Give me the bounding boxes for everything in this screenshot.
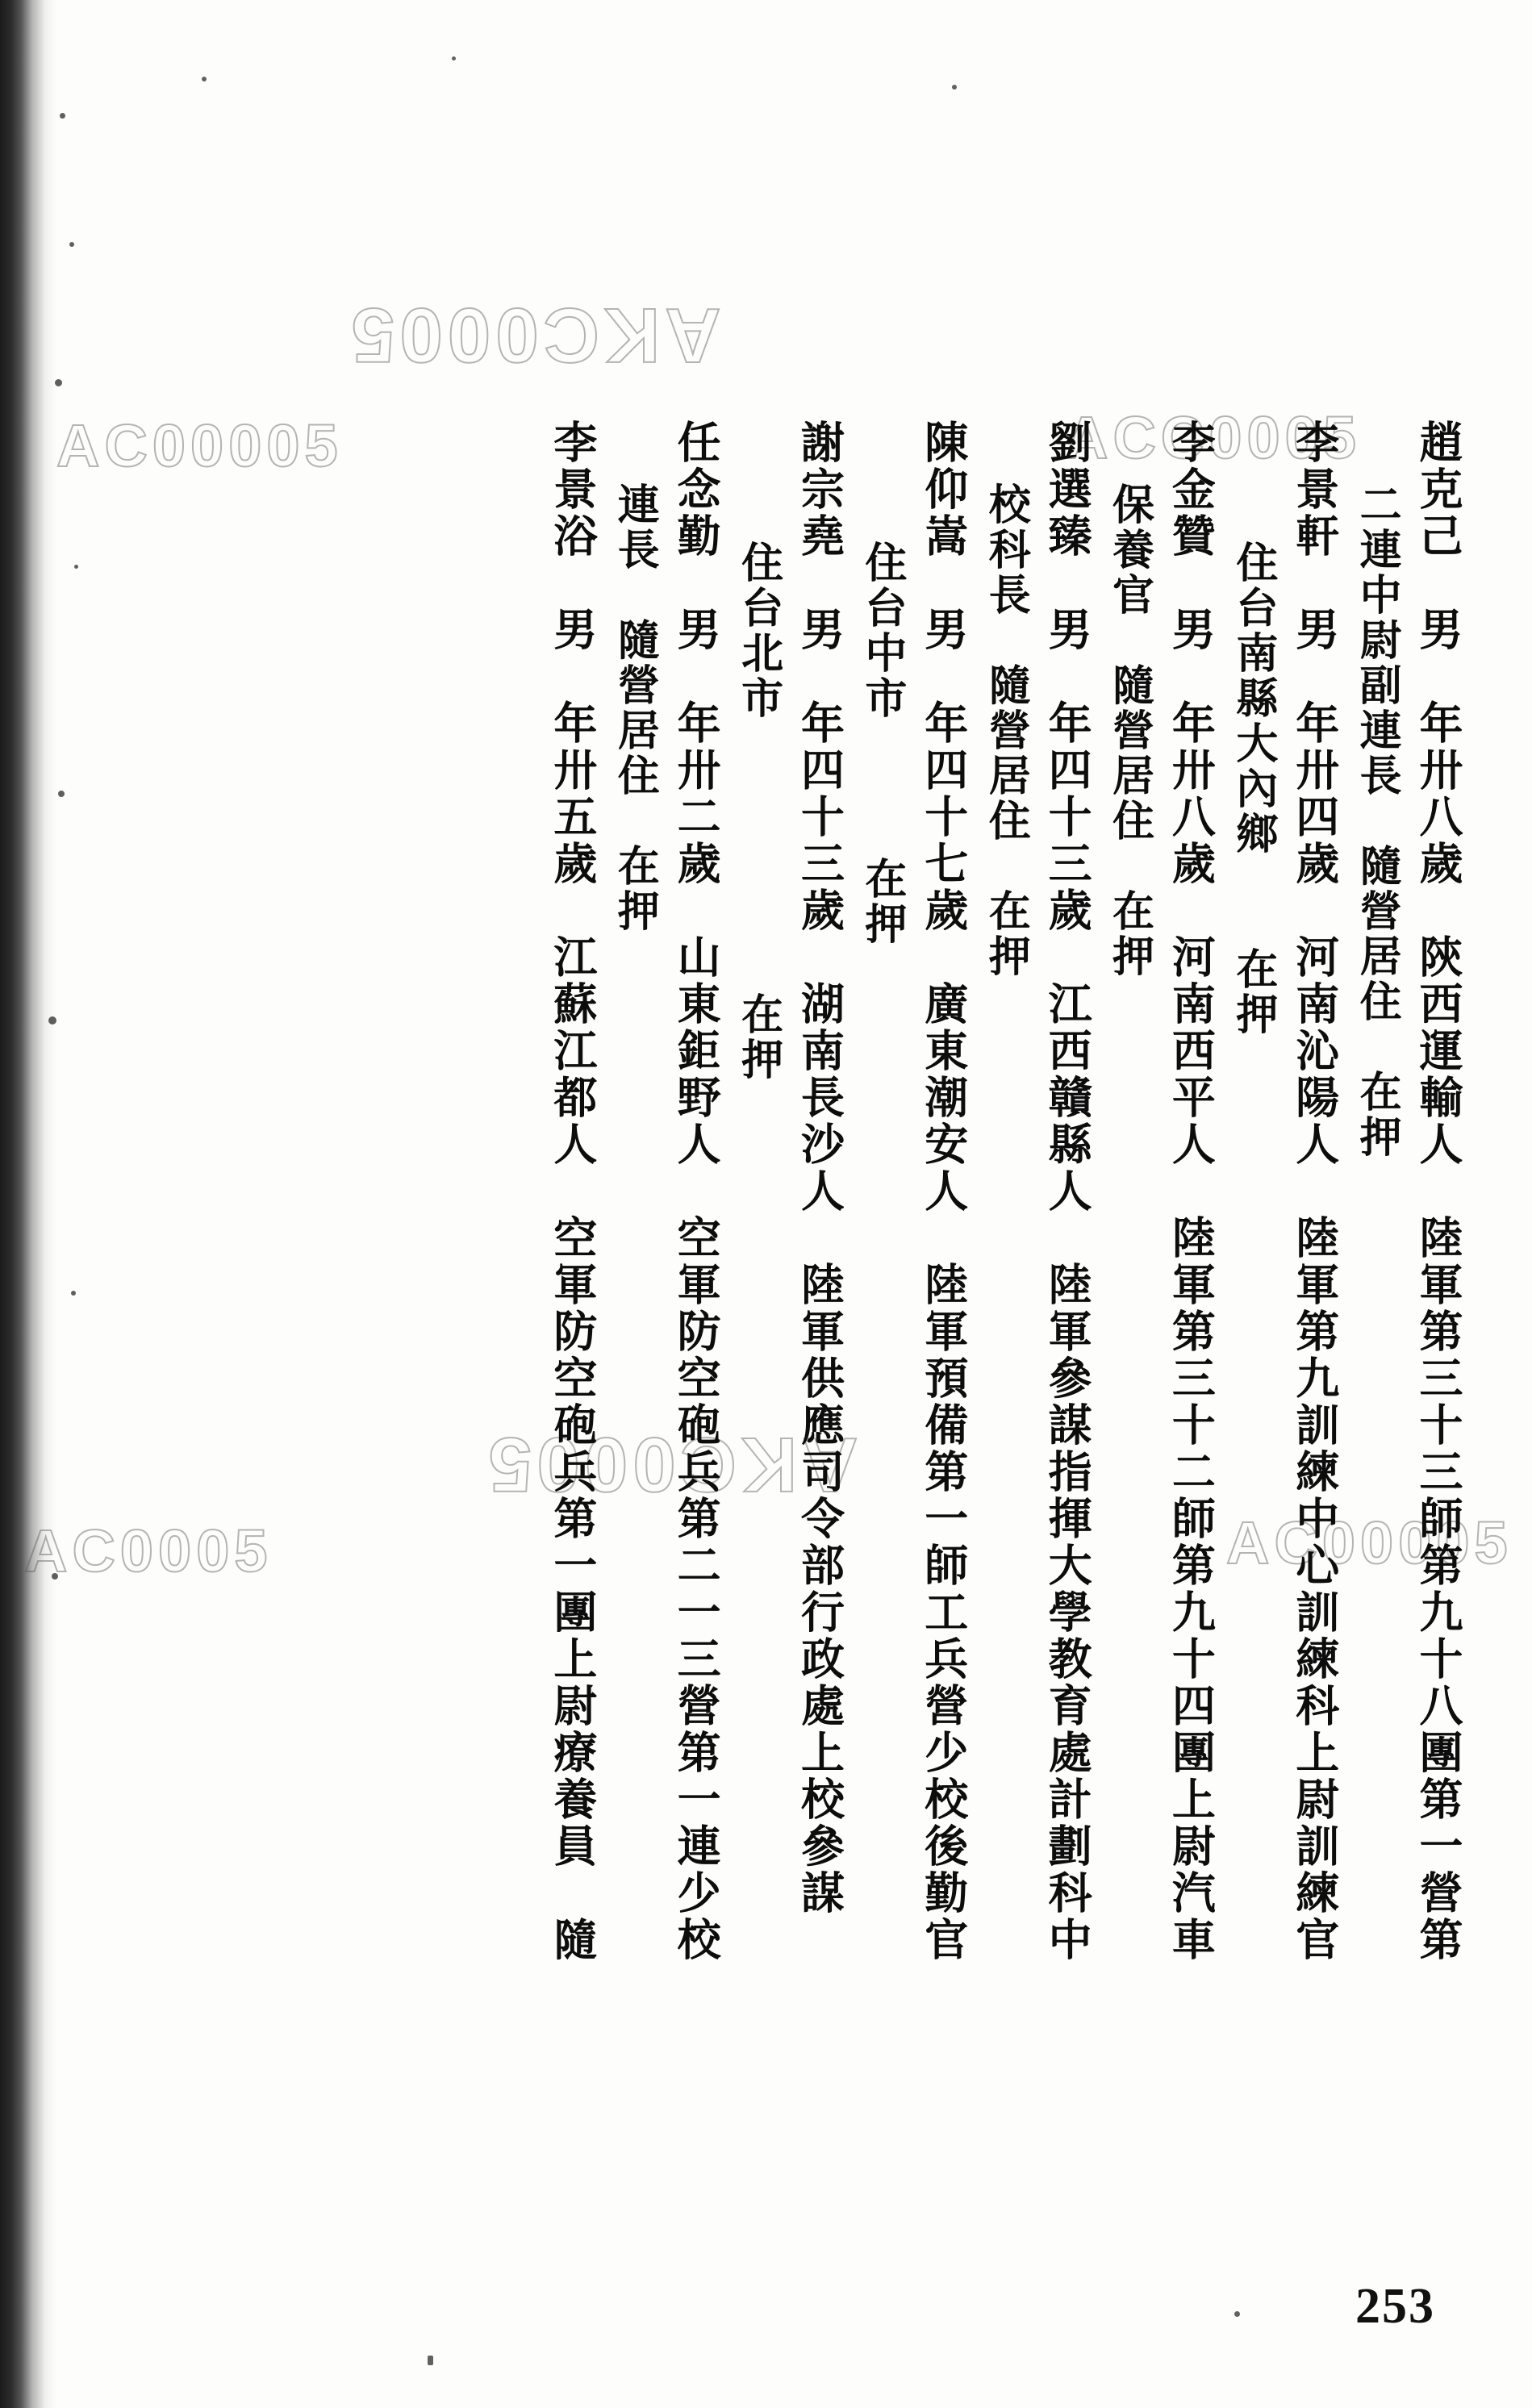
watermark-text: AC0005	[24, 1517, 273, 1584]
text-column: 二連中尉副連長 隨營居住 在押	[1352, 482, 1401, 1160]
scan-speck	[428, 2356, 433, 2365]
text-column: 劉選臻 男 年四十三歲 江西贛縣人 陸軍參謀指揮大學教育處計劃科中	[1042, 419, 1093, 1964]
scan-speck	[452, 56, 456, 61]
scan-speck	[71, 1291, 76, 1296]
text-column: 李金贊 男 年卅八歲 河南西平人 陸軍第三十二師第九十四團上尉汽車	[1165, 419, 1217, 1964]
scan-speck	[69, 242, 74, 247]
scan-edge-shadow	[0, 0, 56, 2408]
text-column: 保養官 隨營居住 在押	[1104, 482, 1154, 979]
vertical-text-block	[77, 419, 1464, 2243]
text-column: 校科長 隨營居住 在押	[981, 482, 1030, 979]
scan-speck	[58, 791, 65, 797]
watermark-text: AC00005	[56, 412, 343, 479]
page-number: 253	[1355, 2279, 1435, 2334]
text-column: 任念勤 男 年卅二歲 山東鉅野人 空軍防空砲兵第二一三營第一連少校	[670, 419, 722, 1964]
scan-speck	[52, 1573, 58, 1580]
watermark-text: AC00005	[1226, 1509, 1513, 1576]
text-column: 住台中市 在押	[857, 540, 906, 947]
text-column: 陳仰嵩 男 年四十七歲 廣東潮安人 陸軍預備第一師工兵營少校後勤官	[917, 419, 969, 1964]
scan-speck	[202, 77, 207, 81]
scan-speck	[60, 113, 65, 119]
text-column: 李景浴 男 年卅五歲 江蘇江都人 空軍防空砲兵第一團上尉療養員 隨	[546, 419, 598, 1964]
scan-speck	[55, 379, 62, 386]
text-column: 住台南縣大內鄉 在押	[1228, 540, 1277, 1037]
text-column: 李景軒 男 年卅四歲 河南沁陽人 陸軍第九訓練中心訓練科上尉訓練官	[1288, 419, 1340, 1964]
text-column: 住台北市 在押	[733, 540, 783, 1083]
scan-speck	[952, 85, 957, 90]
text-column: 謝宗堯 男 年四十三歲 湖南長沙人 陸軍供應司令部行政處上校參謀	[794, 419, 845, 1917]
watermark-text: AKC0005	[484, 1421, 858, 1508]
text-column: 趙克己 男 年卅八歲 陝西運輸人 陸軍第三十三師第九十八團第一營第	[1413, 419, 1463, 1964]
text-column: 連長 隨營居住 在押	[610, 482, 659, 934]
scan-speck	[48, 1016, 56, 1025]
watermark-text: ACC0005	[1065, 404, 1361, 471]
watermark-text: AKC0005	[347, 292, 721, 378]
